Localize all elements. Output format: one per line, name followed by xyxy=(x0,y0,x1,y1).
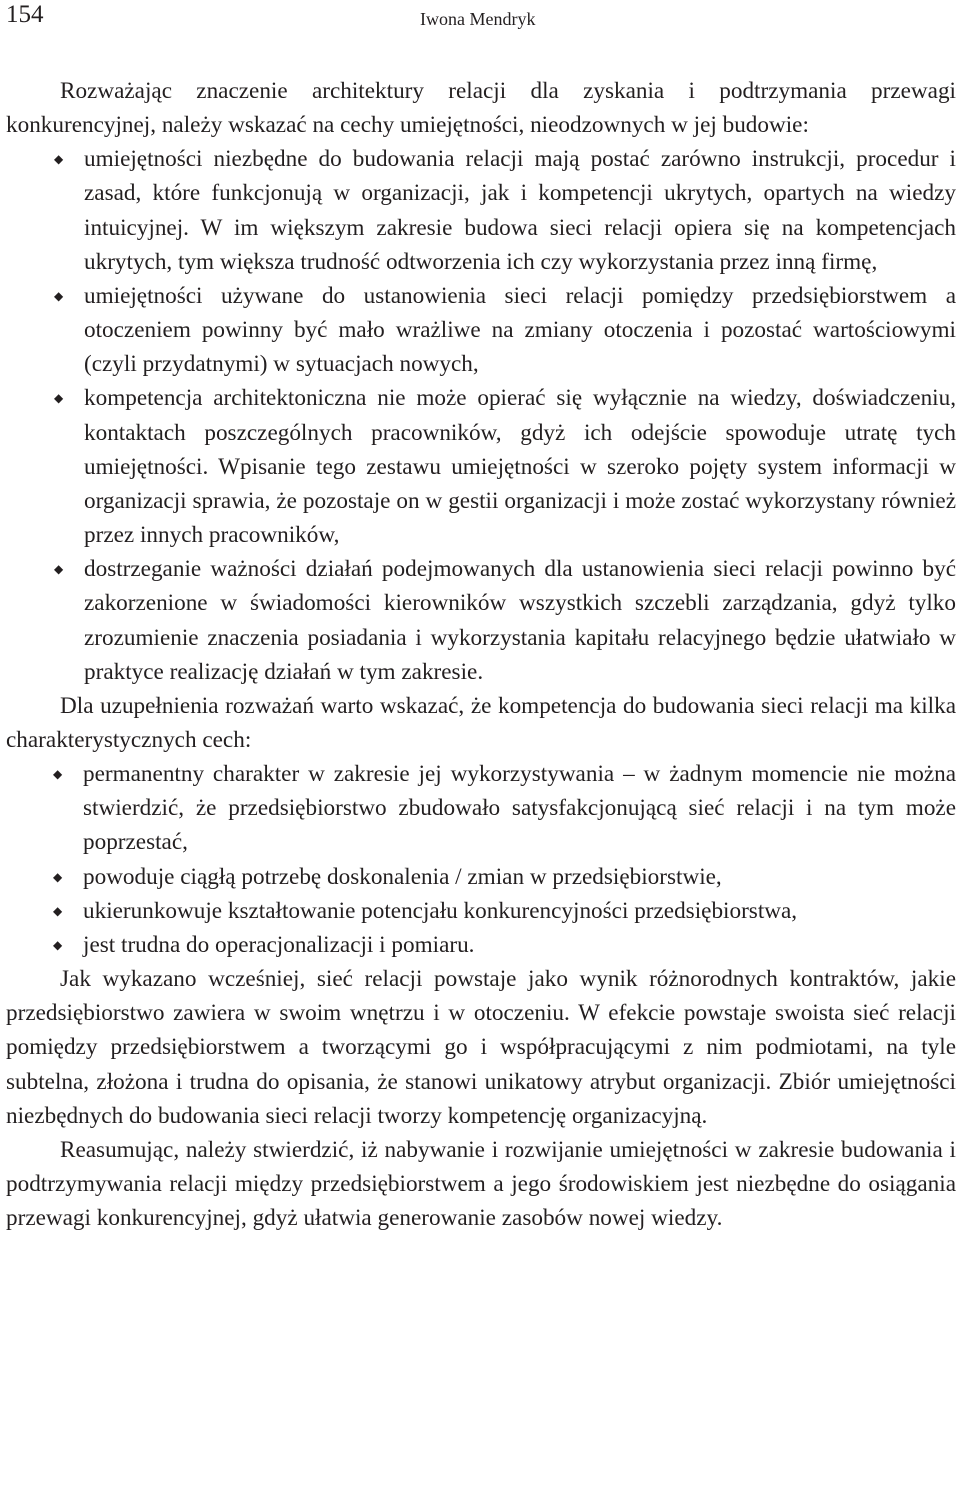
paragraph-intro: Rozważając znaczenie architektury relacji dla zyskania i podtrzymania przewagi konkurencyjnej, należy wskazać na cechy umiejętności, nieodzownych w jej budowie: xyxy=(6,78,956,139)
list-item: ◆ permanentny charakter w zakresie jej wykorzystywania – w żadnym momencie nie można stwierdzić, że przedsiębiorstwo zbudowało satysfakcjonującą sieć relacji i na tym może poprzestać, xyxy=(83,757,956,859)
running-head: Iwona Mendryk xyxy=(420,9,536,29)
list-item: ◆ dostrzeganie ważności działań podejmowanych dla ustanowienia sieci relacji powinno być zakorzenione w świadomości kierowników wszystkich szczebli zarządzania, gdyż tylko zrozumienie znaczenia posiadania i wykorzystania kapitału relacyjnego będzie ułatwiało w praktyce realizację działań w tym zakresie. xyxy=(84,552,956,689)
document-page xyxy=(6,0,956,1232)
body-text xyxy=(6,74,956,1235)
bullet-list-features xyxy=(6,757,956,962)
page-number: 154 xyxy=(6,1,44,28)
list-item: ◆ umiejętności używane do ustanowienia sieci relacji pomiędzy przedsiębiorstwem a otoczeniem powinny być mało wrażliwe na zmiany otoczenia i pozostać wartościowymi (czyli przydatnymi) w sytuacjach nowych, xyxy=(84,279,956,381)
paragraph-network: Jak wykazano wcześniej, sieć relacji powstaje jako wynik różnorodnych kontraktów, jakie przedsiębiorstwo zawiera w swoim wnętrzu i w otoczeniu. W efekcie powstaje swoista sieć relacji pomiędzy przedsiębiorstwem a tworzącymi go i współpracującymi z nim podmiotami, na tyle subtelna, złożona i trudna do opisania, że stanowi unikatowy atrybut organizacji. Zbiór umiejętności niezbędnych do budowania sieci relacji tworzy kompetencję organizacyjną. xyxy=(6,966,956,1129)
list-item: ◆ umiejętności niezbędne do budowania relacji mają postać zarówno instrukcji, procedur i zasad, które funkcjonują w organizacji, jak i kompetencji ukrytych, opartych na wiedzy intuicyjnej. W im większym zakresie budowa sieci relacji opiera się na kompetencjach ukrytych, tym większa trudność odtworzenia ich czy wykorzystania przez inną firmę, xyxy=(84,142,956,279)
paragraph-summary: Reasumując, należy stwierdzić, iż nabywanie i rozwijanie umiejętności w zakresie budowania i podtrzymywania relacji między przedsiębiorstwem a jego środowiskiem jest niezbędne do osiągania przewagi konkurencyjnej, gdyż ułatwia generowanie zasobów nowej wiedzy. xyxy=(6,1136,956,1232)
list-item: ◆ jest trudna do operacjonalizacji i pomiaru. xyxy=(83,928,956,962)
bullet-list-skills xyxy=(6,142,956,689)
list-item: ◆ ukierunkowuje kształtowanie potencjału konkurencyjności przedsiębiorstwa, xyxy=(83,894,956,928)
page-header xyxy=(6,0,956,40)
paragraph-features-intro: Dla uzupełnienia rozważań warto wskazać, że kompetencja do budowania sieci relacji ma kilka charakterystycznych cech: xyxy=(6,692,956,753)
list-item: ◆ powoduje ciągłą potrzebę doskonalenia / zmian w przedsiębiorstwie, xyxy=(83,860,956,894)
list-item: ◆ kompetencja architektoniczna nie może opierać się wyłącznie na wiedzy, doświadczeniu, kontaktach poszczególnych pracowników, gdyż ich odejście spowoduje utratę tych umiejętności. Wpisanie tego zestawu umiejętności w szeroko pojęty system informacji w organizacji sprawia, że pozostaje on w gestii organizacji i może zostać wykorzystany również przez innych pracowników, xyxy=(84,381,956,552)
